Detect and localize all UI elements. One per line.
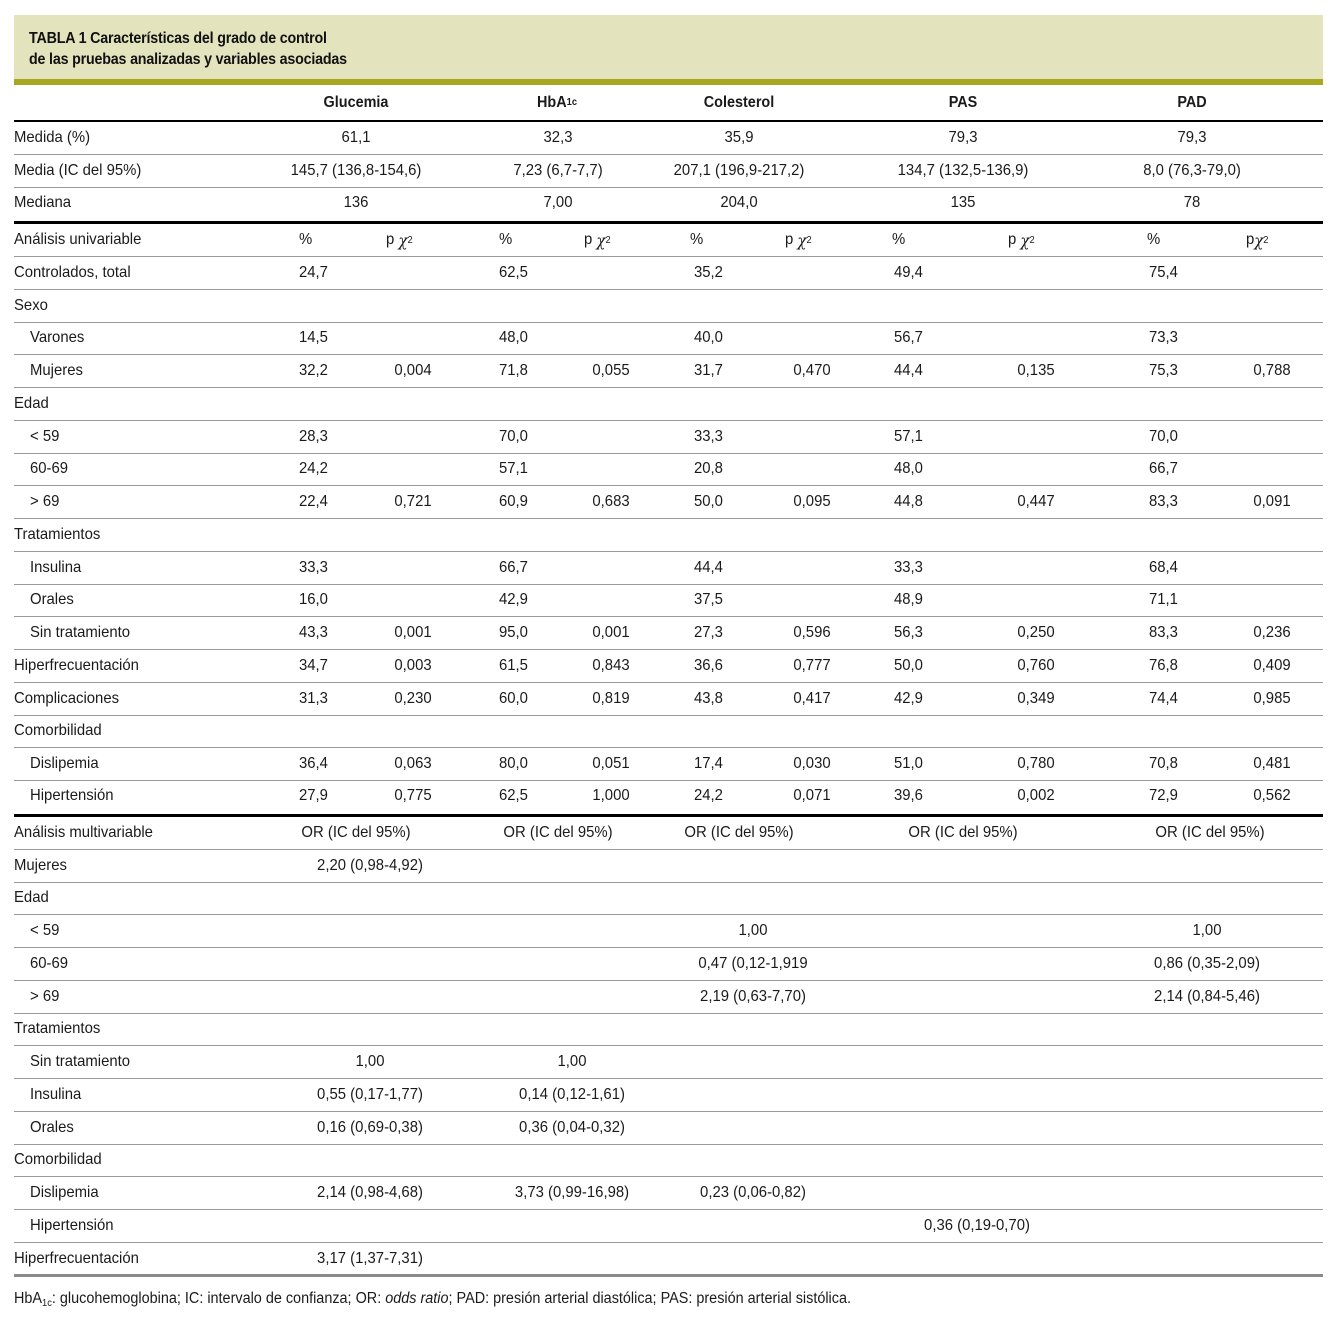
pct-hba1c: 70,0 xyxy=(499,427,528,445)
pct-colesterol: 36,6 xyxy=(694,656,723,674)
pct-colesterol: 33,3 xyxy=(694,427,723,445)
p-value-pas: 0,760 xyxy=(1017,656,1055,674)
pct-colesterol: 50,0 xyxy=(694,493,723,511)
p-value-pas: 0,447 xyxy=(1017,493,1055,511)
table-row xyxy=(14,388,1323,421)
univariable-header-label: Análisis univariable xyxy=(14,231,142,248)
p-symbol: p xyxy=(785,231,794,248)
table-row xyxy=(14,290,1323,323)
pct-pad: 68,4 xyxy=(1149,558,1178,576)
p-header-glucemia xyxy=(386,224,413,256)
table-row xyxy=(14,883,1323,916)
or-hba1c: 0,14 (0,12-1,61) xyxy=(519,1085,625,1103)
pct-hba1c: 66,7 xyxy=(499,558,528,576)
p-value-hba1c: 1,000 xyxy=(592,786,630,804)
or-pad: 1,00 xyxy=(1192,922,1222,940)
or-glucemia: 1,00 xyxy=(355,1053,385,1071)
row-label: Edad xyxy=(14,889,49,907)
p-value-glucemia: 0,230 xyxy=(394,689,432,707)
or-colesterol: 0,47 (0,12-1,919 xyxy=(698,954,808,972)
table-row xyxy=(14,1046,1323,1079)
pct-hba1c: 62,5 xyxy=(499,786,528,804)
p-header-colesterol xyxy=(785,224,812,256)
p-value-hba1c: 0,001 xyxy=(592,624,630,642)
pct-pas: 42,9 xyxy=(894,689,923,707)
p-value-colesterol: 0,095 xyxy=(793,493,831,511)
pct-glucemia: 14,5 xyxy=(299,329,328,347)
p-value-hba1c: 0,055 xyxy=(592,362,630,380)
or-header-glucemia: OR (IC del 95%) xyxy=(301,823,411,841)
or-header-pad: OR (IC del 95%) xyxy=(1155,823,1265,841)
table-row xyxy=(14,1079,1323,1112)
value-glucemia: 136 xyxy=(343,194,369,211)
table-row xyxy=(14,519,1323,552)
pct-pas: 48,0 xyxy=(894,460,923,478)
pct-header-pas: % xyxy=(892,231,906,248)
table-row xyxy=(14,915,1323,948)
table-title-line-2: de las pruebas analizadas y variables asociadas xyxy=(29,51,347,68)
table-row xyxy=(14,1177,1323,1210)
pct-colesterol: 27,3 xyxy=(694,624,723,642)
value-pas: 135 xyxy=(950,194,976,211)
pct-pas: 56,7 xyxy=(894,329,923,347)
table-row xyxy=(14,454,1323,487)
row-label: < 59 xyxy=(30,922,60,940)
row-label: Hiperfrecuentación xyxy=(14,656,139,674)
p-symbol: p xyxy=(584,231,593,248)
row-label: Hiperfrecuentación xyxy=(14,1250,139,1268)
value-pas: 79,3 xyxy=(948,129,978,146)
pct-glucemia: 43,3 xyxy=(299,624,328,642)
p-value-glucemia: 0,721 xyxy=(394,493,432,511)
table-row xyxy=(14,585,1323,618)
row-label: Mujeres xyxy=(30,362,83,380)
p-value-hba1c: 0,051 xyxy=(592,755,630,773)
pct-hba1c: 60,0 xyxy=(499,689,528,707)
or-pad: 0,86 (0,35-2,09) xyxy=(1154,954,1260,972)
pct-colesterol: 40,0 xyxy=(694,329,723,347)
value-pad: 79,3 xyxy=(1177,129,1207,146)
pct-pad: 83,3 xyxy=(1149,493,1178,511)
pct-hba1c: 71,8 xyxy=(499,362,528,380)
col-header-pas: PAS xyxy=(948,93,978,111)
row-label: Tratamientos xyxy=(14,1020,101,1038)
footnote-hba: HbA xyxy=(14,1290,43,1307)
value-colesterol: 35,9 xyxy=(724,129,754,146)
footnote-text-2: ; PAD: presión arterial diastólica; PAS: presión arterial sistólica. xyxy=(448,1290,851,1307)
p-value-pad: 0,562 xyxy=(1253,786,1291,804)
p-value-colesterol: 0,777 xyxy=(793,656,831,674)
pct-hba1c: 62,5 xyxy=(499,263,528,281)
col-header-hba1c-subscript: 1c xyxy=(566,97,577,108)
p-value-glucemia: 0,775 xyxy=(394,786,432,804)
chi-symbol: χ xyxy=(398,230,408,250)
table-row-medida xyxy=(14,122,1323,155)
p-value-pad: 0,788 xyxy=(1253,362,1291,380)
table-row xyxy=(14,355,1323,388)
row-label: Sin tratamiento xyxy=(30,1053,131,1071)
multivariable-header-label: Análisis multivariable xyxy=(14,823,153,841)
pct-pas: 51,0 xyxy=(894,755,923,773)
pct-pad: 74,4 xyxy=(1149,689,1178,707)
p-value-hba1c: 0,843 xyxy=(592,656,630,674)
pct-glucemia: 24,2 xyxy=(299,460,328,478)
table-row xyxy=(14,323,1323,356)
footnote-hba-subscript: 1c xyxy=(42,1298,52,1309)
col-header-hba1c xyxy=(537,85,577,120)
pct-pas: 33,3 xyxy=(894,558,923,576)
p-value-colesterol: 0,596 xyxy=(793,624,831,642)
pct-hba1c: 60,9 xyxy=(499,493,528,511)
p-symbol: p xyxy=(1008,231,1017,248)
or-hba1c: 1,00 xyxy=(557,1053,587,1071)
pct-header-glucemia: % xyxy=(299,231,313,248)
table-row xyxy=(14,1210,1323,1243)
pct-pas: 57,1 xyxy=(894,427,923,445)
chi-exponent: 2 xyxy=(1029,234,1035,246)
table-row xyxy=(14,716,1323,749)
row-label: > 69 xyxy=(30,493,60,511)
or-header-hba1c: OR (IC del 95%) xyxy=(503,823,613,841)
pct-pas: 39,6 xyxy=(894,786,923,804)
table-title-line-1: TABLA 1 Características del grado de control xyxy=(29,30,327,47)
row-label: Mediana xyxy=(14,194,72,211)
pct-colesterol: 20,8 xyxy=(694,460,723,478)
or-hba1c: 3,73 (0,99-16,98) xyxy=(514,1184,630,1202)
chi-symbol: χ xyxy=(797,230,807,250)
value-hba1c: 32,3 xyxy=(543,129,573,146)
pct-glucemia: 28,3 xyxy=(299,427,328,445)
pct-pad: 73,3 xyxy=(1149,329,1178,347)
p-header-pad xyxy=(1246,224,1268,256)
row-label: Media (IC del 95%) xyxy=(14,162,142,179)
p-value-colesterol: 0,417 xyxy=(793,689,831,707)
chi-symbol: χ xyxy=(1254,230,1264,250)
row-label: Orales xyxy=(30,591,74,609)
chi-exponent: 2 xyxy=(407,234,413,246)
p-value-pas: 0,250 xyxy=(1017,624,1055,642)
table-row xyxy=(14,650,1323,683)
or-colesterol: 0,23 (0,06-0,82) xyxy=(700,1184,806,1202)
pct-header-hba1c: % xyxy=(499,231,513,248)
p-value-pad: 0,091 xyxy=(1253,493,1291,511)
pct-glucemia: 36,4 xyxy=(299,755,328,773)
table-row xyxy=(14,421,1323,454)
p-value-pas: 0,349 xyxy=(1017,689,1055,707)
pct-glucemia: 34,7 xyxy=(299,656,328,674)
pct-glucemia: 31,3 xyxy=(299,689,328,707)
footnote-odds-ratio: odds ratio xyxy=(385,1290,449,1307)
p-value-glucemia: 0,001 xyxy=(394,624,432,642)
p-value-glucemia: 0,004 xyxy=(394,362,432,380)
or-header-pas: OR (IC del 95%) xyxy=(908,823,1018,841)
pct-pas: 50,0 xyxy=(894,656,923,674)
col-header-hba1c-text: HbA xyxy=(537,93,567,111)
table-row xyxy=(14,781,1323,817)
pct-glucemia: 22,4 xyxy=(299,493,328,511)
p-header-pas xyxy=(1008,224,1035,256)
pct-pad: 72,9 xyxy=(1149,786,1178,804)
p-value-hba1c: 0,683 xyxy=(592,493,630,511)
pct-pas: 48,9 xyxy=(894,591,923,609)
p-value-glucemia: 0,063 xyxy=(394,755,432,773)
row-label: Orales xyxy=(30,1118,74,1136)
value-glucemia: 145,7 (136,8-154,6) xyxy=(290,162,422,179)
pct-colesterol: 37,5 xyxy=(694,591,723,609)
or-header-colesterol: OR (IC del 95%) xyxy=(684,823,794,841)
or-hba1c: 0,36 (0,04-0,32) xyxy=(519,1118,625,1136)
value-pas: 134,7 (132,5-136,9) xyxy=(897,162,1029,179)
table-row xyxy=(14,617,1323,650)
or-glucemia: 3,17 (1,37-7,31) xyxy=(317,1250,423,1268)
p-value-pad: 0,409 xyxy=(1253,656,1291,674)
or-pad: 2,14 (0,84-5,46) xyxy=(1154,987,1260,1005)
or-glucemia: 0,16 (0,69-0,38) xyxy=(317,1118,423,1136)
table-bottom-bar xyxy=(14,1274,1323,1277)
row-label: > 69 xyxy=(30,987,60,1005)
value-colesterol: 207,1 (196,9-217,2) xyxy=(673,162,805,179)
or-glucemia: 0,55 (0,17-1,77) xyxy=(317,1085,423,1103)
row-label: Insulina xyxy=(30,558,82,576)
pct-pad: 70,0 xyxy=(1149,427,1178,445)
pct-pad: 75,4 xyxy=(1149,263,1178,281)
pct-pas: 49,4 xyxy=(894,263,923,281)
pct-pas: 56,3 xyxy=(894,624,923,642)
table-row xyxy=(14,1112,1323,1145)
table-row xyxy=(14,948,1323,981)
pct-colesterol: 24,2 xyxy=(694,786,723,804)
row-label: Dislipemia xyxy=(30,1184,99,1202)
p-value-colesterol: 0,470 xyxy=(793,362,831,380)
pct-header-colesterol: % xyxy=(690,231,704,248)
table-row xyxy=(14,257,1323,290)
p-value-pad: 0,985 xyxy=(1253,689,1291,707)
multivariable-header-row xyxy=(14,817,1323,850)
table-title-band xyxy=(14,15,1323,79)
pct-glucemia: 33,3 xyxy=(299,558,328,576)
p-symbol: p xyxy=(1246,231,1255,248)
chi-exponent: 2 xyxy=(806,234,812,246)
row-label: 60-69 xyxy=(30,954,69,972)
or-pas: 0,36 (0,19-0,70) xyxy=(924,1216,1030,1234)
or-colesterol: 1,00 xyxy=(738,922,768,940)
pct-colesterol: 31,7 xyxy=(694,362,723,380)
table-row xyxy=(14,748,1323,781)
pct-pas: 44,4 xyxy=(894,362,923,380)
p-value-pad: 0,481 xyxy=(1253,755,1291,773)
pct-pad: 76,8 xyxy=(1149,656,1178,674)
pct-hba1c: 95,0 xyxy=(499,624,528,642)
p-value-pas: 0,002 xyxy=(1017,786,1055,804)
value-pad: 8,0 (76,3-79,0) xyxy=(1143,162,1241,179)
row-label: Comorbilidad xyxy=(14,1151,102,1169)
row-label: Varones xyxy=(30,329,85,347)
p-value-colesterol: 0,071 xyxy=(793,786,831,804)
row-label: Controlados, total xyxy=(14,263,131,281)
col-header-glucemia: Glucemia xyxy=(323,93,389,111)
row-label: Hipertensión xyxy=(30,1216,114,1234)
row-label: 60-69 xyxy=(30,460,69,478)
pct-hba1c: 48,0 xyxy=(499,329,528,347)
table-row xyxy=(14,981,1323,1014)
or-glucemia: 2,20 (0,98-4,92) xyxy=(317,856,423,874)
table-row xyxy=(14,552,1323,585)
table-row xyxy=(14,683,1323,716)
col-header-pad: PAD xyxy=(1177,93,1207,111)
row-label: < 59 xyxy=(30,427,60,445)
pct-glucemia: 32,2 xyxy=(299,362,328,380)
pct-glucemia: 24,7 xyxy=(299,263,328,281)
table-row xyxy=(14,1243,1323,1276)
row-label: Dislipemia xyxy=(30,755,99,773)
pct-pad: 75,3 xyxy=(1149,362,1178,380)
table-footnote xyxy=(14,1290,851,1309)
pct-colesterol: 44,4 xyxy=(694,558,723,576)
row-label: Comorbilidad xyxy=(14,722,102,740)
p-symbol: p xyxy=(386,231,395,248)
pct-hba1c: 42,9 xyxy=(499,591,528,609)
table-row xyxy=(14,850,1323,883)
pct-pad: 83,3 xyxy=(1149,624,1178,642)
pct-hba1c: 61,5 xyxy=(499,656,528,674)
pct-glucemia: 16,0 xyxy=(299,591,328,609)
chi-symbol: χ xyxy=(1020,230,1030,250)
pct-pas: 44,8 xyxy=(894,493,923,511)
table-row-mediana xyxy=(14,188,1323,224)
row-label: Mujeres xyxy=(14,856,67,874)
pct-pad: 66,7 xyxy=(1149,460,1178,478)
p-header-hba1c xyxy=(584,224,611,256)
pct-hba1c: 80,0 xyxy=(499,755,528,773)
pct-hba1c: 57,1 xyxy=(499,460,528,478)
value-hba1c: 7,23 (6,7-7,7) xyxy=(513,162,603,179)
p-value-colesterol: 0,030 xyxy=(793,755,831,773)
p-value-hba1c: 0,819 xyxy=(592,689,630,707)
row-label: Hipertensión xyxy=(30,786,114,804)
row-label: Tratamientos xyxy=(14,525,101,543)
row-label: Sexo xyxy=(14,296,48,314)
row-label: Complicaciones xyxy=(14,689,120,707)
or-glucemia: 2,14 (0,98-4,68) xyxy=(317,1184,423,1202)
table-row xyxy=(14,1014,1323,1047)
value-pad: 78 xyxy=(1183,194,1201,211)
pct-pad: 71,1 xyxy=(1149,591,1178,609)
chi-exponent: 2 xyxy=(1263,234,1269,246)
table-row xyxy=(14,1145,1323,1178)
chi-exponent: 2 xyxy=(605,234,611,246)
footnote-text-1: : glucohemoglobina; IC: intervalo de confianza; OR: xyxy=(51,1290,386,1307)
value-hba1c: 7,00 xyxy=(543,194,573,211)
p-value-glucemia: 0,003 xyxy=(394,656,432,674)
pct-colesterol: 35,2 xyxy=(694,263,723,281)
value-colesterol: 204,0 xyxy=(720,194,758,211)
value-glucemia: 61,1 xyxy=(341,129,371,146)
row-label: Medida (%) xyxy=(14,129,91,146)
pct-header-pad: % xyxy=(1147,231,1161,248)
p-value-pas: 0,780 xyxy=(1017,755,1055,773)
chi-symbol: χ xyxy=(596,230,606,250)
pct-colesterol: 43,8 xyxy=(694,689,723,707)
pct-glucemia: 27,9 xyxy=(299,786,328,804)
row-label: Edad xyxy=(14,394,49,412)
row-label: Insulina xyxy=(30,1085,82,1103)
col-header-colesterol: Colesterol xyxy=(703,93,775,111)
column-header-row xyxy=(14,85,1323,122)
univariable-header-row xyxy=(14,224,1323,257)
p-value-pad: 0,236 xyxy=(1253,624,1291,642)
pct-colesterol: 17,4 xyxy=(694,755,723,773)
table-row-media xyxy=(14,155,1323,188)
table-row xyxy=(14,486,1323,519)
row-label: Sin tratamiento xyxy=(30,624,131,642)
pct-pad: 70,8 xyxy=(1149,755,1178,773)
p-value-pas: 0,135 xyxy=(1017,362,1055,380)
or-colesterol: 2,19 (0,63-7,70) xyxy=(700,987,806,1005)
